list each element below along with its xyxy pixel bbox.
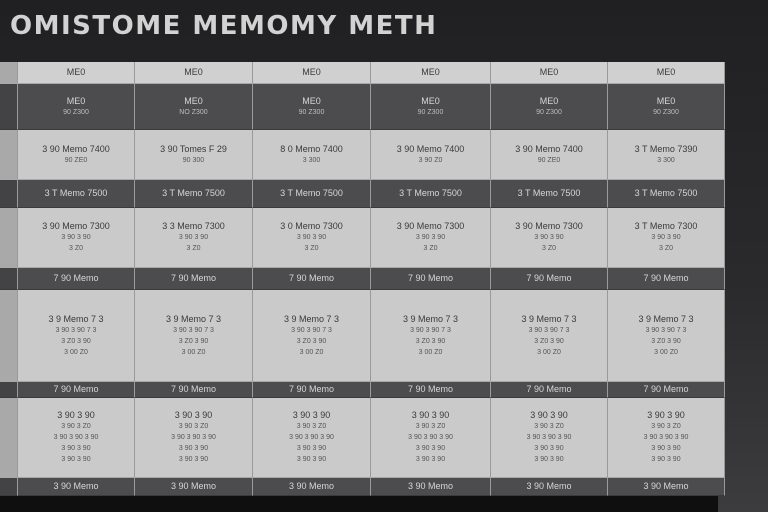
cell-text: 3 0 Memo 7300 [280, 221, 343, 231]
table-cell [135, 290, 253, 382]
cell-text: 3 90 3 Z0 [651, 423, 681, 430]
cell-text: 3 9 Memo 7 3 [165, 313, 222, 324]
cell-text: 3 90 Memo 7400 [515, 143, 583, 154]
cell-text: 3 Z0 [186, 245, 201, 252]
cell-text: 3 00 Z0 [654, 348, 678, 356]
cell-text: 3 90 3 90 3 90 [526, 434, 572, 441]
row-edge [0, 478, 18, 496]
cell-text: 3 90 3 Z0 [296, 423, 327, 430]
cell-text: 3 90 Memo 7300 [396, 221, 465, 231]
cell-text: 3 90 3 90 3 90 [643, 434, 689, 441]
cell-text: 90 Z300 [63, 108, 89, 116]
table-cell [491, 180, 608, 208]
row-edge [0, 180, 18, 208]
row-edge [0, 84, 18, 130]
table-cell [135, 208, 253, 268]
column-header: ME0 [135, 62, 253, 84]
cell-text: 3 Z0 3 90 [651, 337, 681, 345]
table-cell [371, 208, 491, 268]
table-cell [253, 208, 371, 268]
cell-text: 3 Z0 3 90 [178, 337, 209, 345]
cell-text: 3 9 Memo 7 3 [638, 313, 694, 324]
cell-text: 3 90 Memo [526, 481, 572, 491]
table-cell [491, 478, 608, 496]
table-cell [135, 84, 253, 130]
cell-text: 7 90 Memo [526, 384, 572, 394]
cell-text: 3 90 3 Z0 [178, 423, 209, 430]
cell-text: ME0 [302, 95, 321, 106]
cell-text: 3 90 Memo [53, 481, 99, 491]
table-cell [608, 382, 725, 398]
cell-text: 3 00 Z0 [299, 348, 324, 356]
cell-text: 3 90 3 90 [534, 456, 564, 463]
cell-text: 7 90 Memo [643, 384, 689, 394]
cell-text: 90 ZE0 [64, 156, 88, 164]
cell-text: 3 T Memo 7500 [280, 188, 343, 198]
cell-text: 3 90 Memo 7400 [42, 143, 110, 154]
table-cell [18, 398, 135, 478]
cell-text: 3 90 3 Z0 [415, 423, 446, 430]
column-header: ME0 [608, 62, 725, 84]
cell-text: 3 90 3 90 7 3 [173, 326, 214, 334]
cell-text: 7 90 Memo [288, 273, 335, 283]
cell-text: 3 90 3 90 [415, 445, 446, 452]
table-cell [491, 268, 608, 290]
cell-text: 3 90 3 90 7 3 [291, 326, 332, 334]
cell-text: 3 00 Z0 [418, 348, 443, 356]
cell-text: 3 Z0 [658, 245, 673, 252]
column-header: ME0 [253, 62, 371, 84]
cell-text: 3 300 [302, 156, 321, 164]
table-cell [608, 290, 725, 382]
cell-text: 3 90 3 90 [534, 234, 564, 241]
cell-text: ME0 [66, 95, 86, 106]
table-cell [491, 382, 608, 398]
table-cell [253, 382, 371, 398]
table-cell [18, 382, 135, 398]
table-cell [135, 382, 253, 398]
cell-text: 3 Z0 [423, 245, 438, 252]
cell-text: 90 Z300 [298, 108, 325, 116]
row-edge [0, 290, 18, 382]
cell-text: 3 Z0 3 90 [415, 337, 446, 345]
cell-text: 3 90 3 90 [292, 410, 331, 420]
table-cell [371, 84, 491, 130]
table-cell [608, 398, 725, 478]
table-cell [135, 180, 253, 208]
cell-text: 8 0 Memo 7400 [280, 143, 343, 154]
cell-text: 3 00 Z0 [64, 348, 88, 356]
table-cell [608, 268, 725, 290]
table-cell [253, 478, 371, 496]
table-cell [253, 84, 371, 130]
cell-text: 3 90 Memo [643, 481, 689, 491]
table-cell [135, 130, 253, 180]
cell-text: 3 T Memo 7390 [634, 143, 698, 154]
cell-text: 3 90 3 90 [57, 410, 95, 420]
cell-text: 3 90 3 90 [296, 456, 327, 463]
cell-text: 3 90 3 90 7 3 [528, 326, 570, 334]
cell-text: ME0 [656, 95, 676, 106]
cell-text: 90 ZE0 [537, 156, 561, 164]
table-cell [253, 398, 371, 478]
cell-text: 3 90 3 90 [174, 410, 213, 420]
cell-text: 3 90 3 90 7 3 [410, 326, 451, 334]
table-cell [608, 478, 725, 496]
cell-text: 3 T Memo 7500 [634, 188, 698, 198]
cell-text: 3 T Memo 7300 [634, 221, 698, 231]
cell-text: 3 90 3 90 [415, 234, 446, 241]
cell-text: 3 3 Memo 7300 [162, 221, 225, 231]
cell-text: 7 90 Memo [53, 384, 99, 394]
cell-text: 7 90 Memo [170, 384, 217, 394]
cell-text: 90 300 [182, 156, 205, 164]
cell-text: 3 90 3 90 [178, 234, 209, 241]
row-edge [0, 398, 18, 478]
row-edge [0, 268, 18, 290]
cell-text: 3 90 3 Z0 [61, 423, 91, 430]
table-cell [135, 398, 253, 478]
cell-text: 3 90 3 90 [647, 410, 685, 420]
table-cell [253, 268, 371, 290]
cell-text: 3 90 3 90 [651, 234, 681, 241]
column-header: ME0 [18, 62, 135, 84]
cell-text: 3 90 3 90 [178, 456, 209, 463]
cell-text: ME0 [184, 95, 203, 106]
cell-text: 90 Z300 [653, 108, 679, 116]
table-cell [491, 398, 608, 478]
table-cell [491, 208, 608, 268]
cell-text: 3 90 3 90 [651, 456, 681, 463]
memory-table [0, 62, 725, 496]
table-cell [253, 130, 371, 180]
cell-text: 3 9 Memo 7 3 [402, 313, 459, 324]
table-cell [18, 290, 135, 382]
cell-text: 3 Z0 3 90 [534, 337, 564, 345]
table-cell [371, 268, 491, 290]
cell-text: 3 90 3 90 [178, 445, 209, 452]
cell-text: 3 T Memo 7500 [162, 188, 225, 198]
cell-text: 3 9 Memo 7 3 [283, 313, 340, 324]
table-cell [371, 398, 491, 478]
column-header: ME0 [491, 62, 608, 84]
page-title: OMISTOME MEMOMY METH [10, 11, 438, 41]
cell-text: 3 90 3 90 [530, 410, 568, 420]
cell-text: 3 90 3 90 3 90 [53, 434, 99, 441]
cell-text: 3 90 3 90 [61, 234, 91, 241]
cell-text: 3 90 3 90 7 3 [55, 326, 97, 334]
cell-text: 3 9 Memo 7 3 [48, 313, 104, 324]
table-cell [18, 180, 135, 208]
cell-text: 3 9 Memo 7 3 [521, 313, 577, 324]
cell-text: 7 90 Memo [288, 384, 335, 394]
table-cell [371, 478, 491, 496]
table-cell [18, 130, 135, 180]
cell-text: 3 Z0 3 90 [296, 337, 327, 345]
cell-text: 3 90 Z0 [418, 156, 443, 164]
cell-text: 3 00 Z0 [537, 348, 561, 356]
table-cell [371, 290, 491, 382]
cell-text: 7 90 Memo [643, 273, 689, 283]
cell-text: 3 T Memo 7500 [517, 188, 581, 198]
table-cell [608, 84, 725, 130]
table-cell [253, 290, 371, 382]
table-cell [371, 180, 491, 208]
cell-text: 3 90 3 90 3 90 [289, 434, 334, 441]
cell-text: 3 90 Memo [170, 481, 217, 491]
cell-text: 3 90 3 90 [415, 456, 446, 463]
cell-text: 7 90 Memo [53, 273, 99, 283]
row-edge [0, 208, 18, 268]
cell-text: 3 Z0 [541, 245, 556, 252]
cell-text: 3 Z0 [304, 245, 319, 252]
table-cell [608, 180, 725, 208]
column-header: ME0 [371, 62, 491, 84]
table-cell [18, 208, 135, 268]
cell-text: 3 90 Memo [407, 481, 454, 491]
cell-text: 3 90 3 90 [651, 445, 681, 452]
cell-text: 3 T Memo 7500 [44, 188, 108, 198]
bottom-bar [0, 496, 718, 512]
row-edge [0, 382, 18, 398]
table-cell [18, 84, 135, 130]
table-cell [253, 180, 371, 208]
cell-text: 3 90 3 90 3 90 [408, 434, 453, 441]
cell-text: 3 90 3 90 [296, 234, 327, 241]
row-edge [0, 130, 18, 180]
cell-text: ME0 [421, 95, 440, 106]
cell-text: 3 90 3 90 3 90 [171, 434, 216, 441]
cell-text: 3 300 [657, 156, 675, 164]
table-cell [608, 208, 725, 268]
table-cell [371, 382, 491, 398]
table-cell [18, 478, 135, 496]
cell-text: 3 90 Tomes F 29 [160, 143, 227, 154]
cell-text: 3 Z0 [68, 245, 83, 252]
cell-text: 3 90 Memo 7300 [42, 221, 110, 231]
cell-text: 3 90 Memo 7300 [515, 221, 583, 231]
cell-text: NO Z300 [179, 108, 208, 116]
table-cell [608, 130, 725, 180]
row-edge [0, 62, 18, 84]
cell-text: 3 T Memo 7500 [399, 188, 462, 198]
cell-text: 3 90 3 90 [411, 410, 450, 420]
table-cell [135, 268, 253, 290]
table-cell [371, 130, 491, 180]
table-cell [491, 130, 608, 180]
cell-text: 7 90 Memo [407, 273, 454, 283]
cell-text: 7 90 Memo [407, 384, 454, 394]
table-cell [135, 478, 253, 496]
cell-text: 90 Z300 [536, 108, 562, 116]
cell-text: 3 90 3 90 [534, 445, 564, 452]
cell-text: 3 00 Z0 [181, 348, 206, 356]
table-cell [491, 84, 608, 130]
cell-text: 90 Z300 [417, 108, 444, 116]
cell-text: 7 90 Memo [170, 273, 217, 283]
cell-text: 3 90 Memo 7400 [396, 143, 465, 154]
cell-text: ME0 [539, 95, 559, 106]
table-cell [18, 268, 135, 290]
cell-text: 3 90 3 90 [61, 445, 91, 452]
cell-text: 3 90 3 90 [296, 445, 327, 452]
cell-text: 3 90 3 90 [61, 456, 91, 463]
cell-text: 3 90 3 Z0 [534, 423, 564, 430]
cell-text: 3 90 3 90 7 3 [645, 326, 687, 334]
table-cell [491, 290, 608, 382]
cell-text: 3 Z0 3 90 [61, 337, 91, 345]
cell-text: 3 90 Memo [288, 481, 335, 491]
cell-text: 7 90 Memo [526, 273, 572, 283]
